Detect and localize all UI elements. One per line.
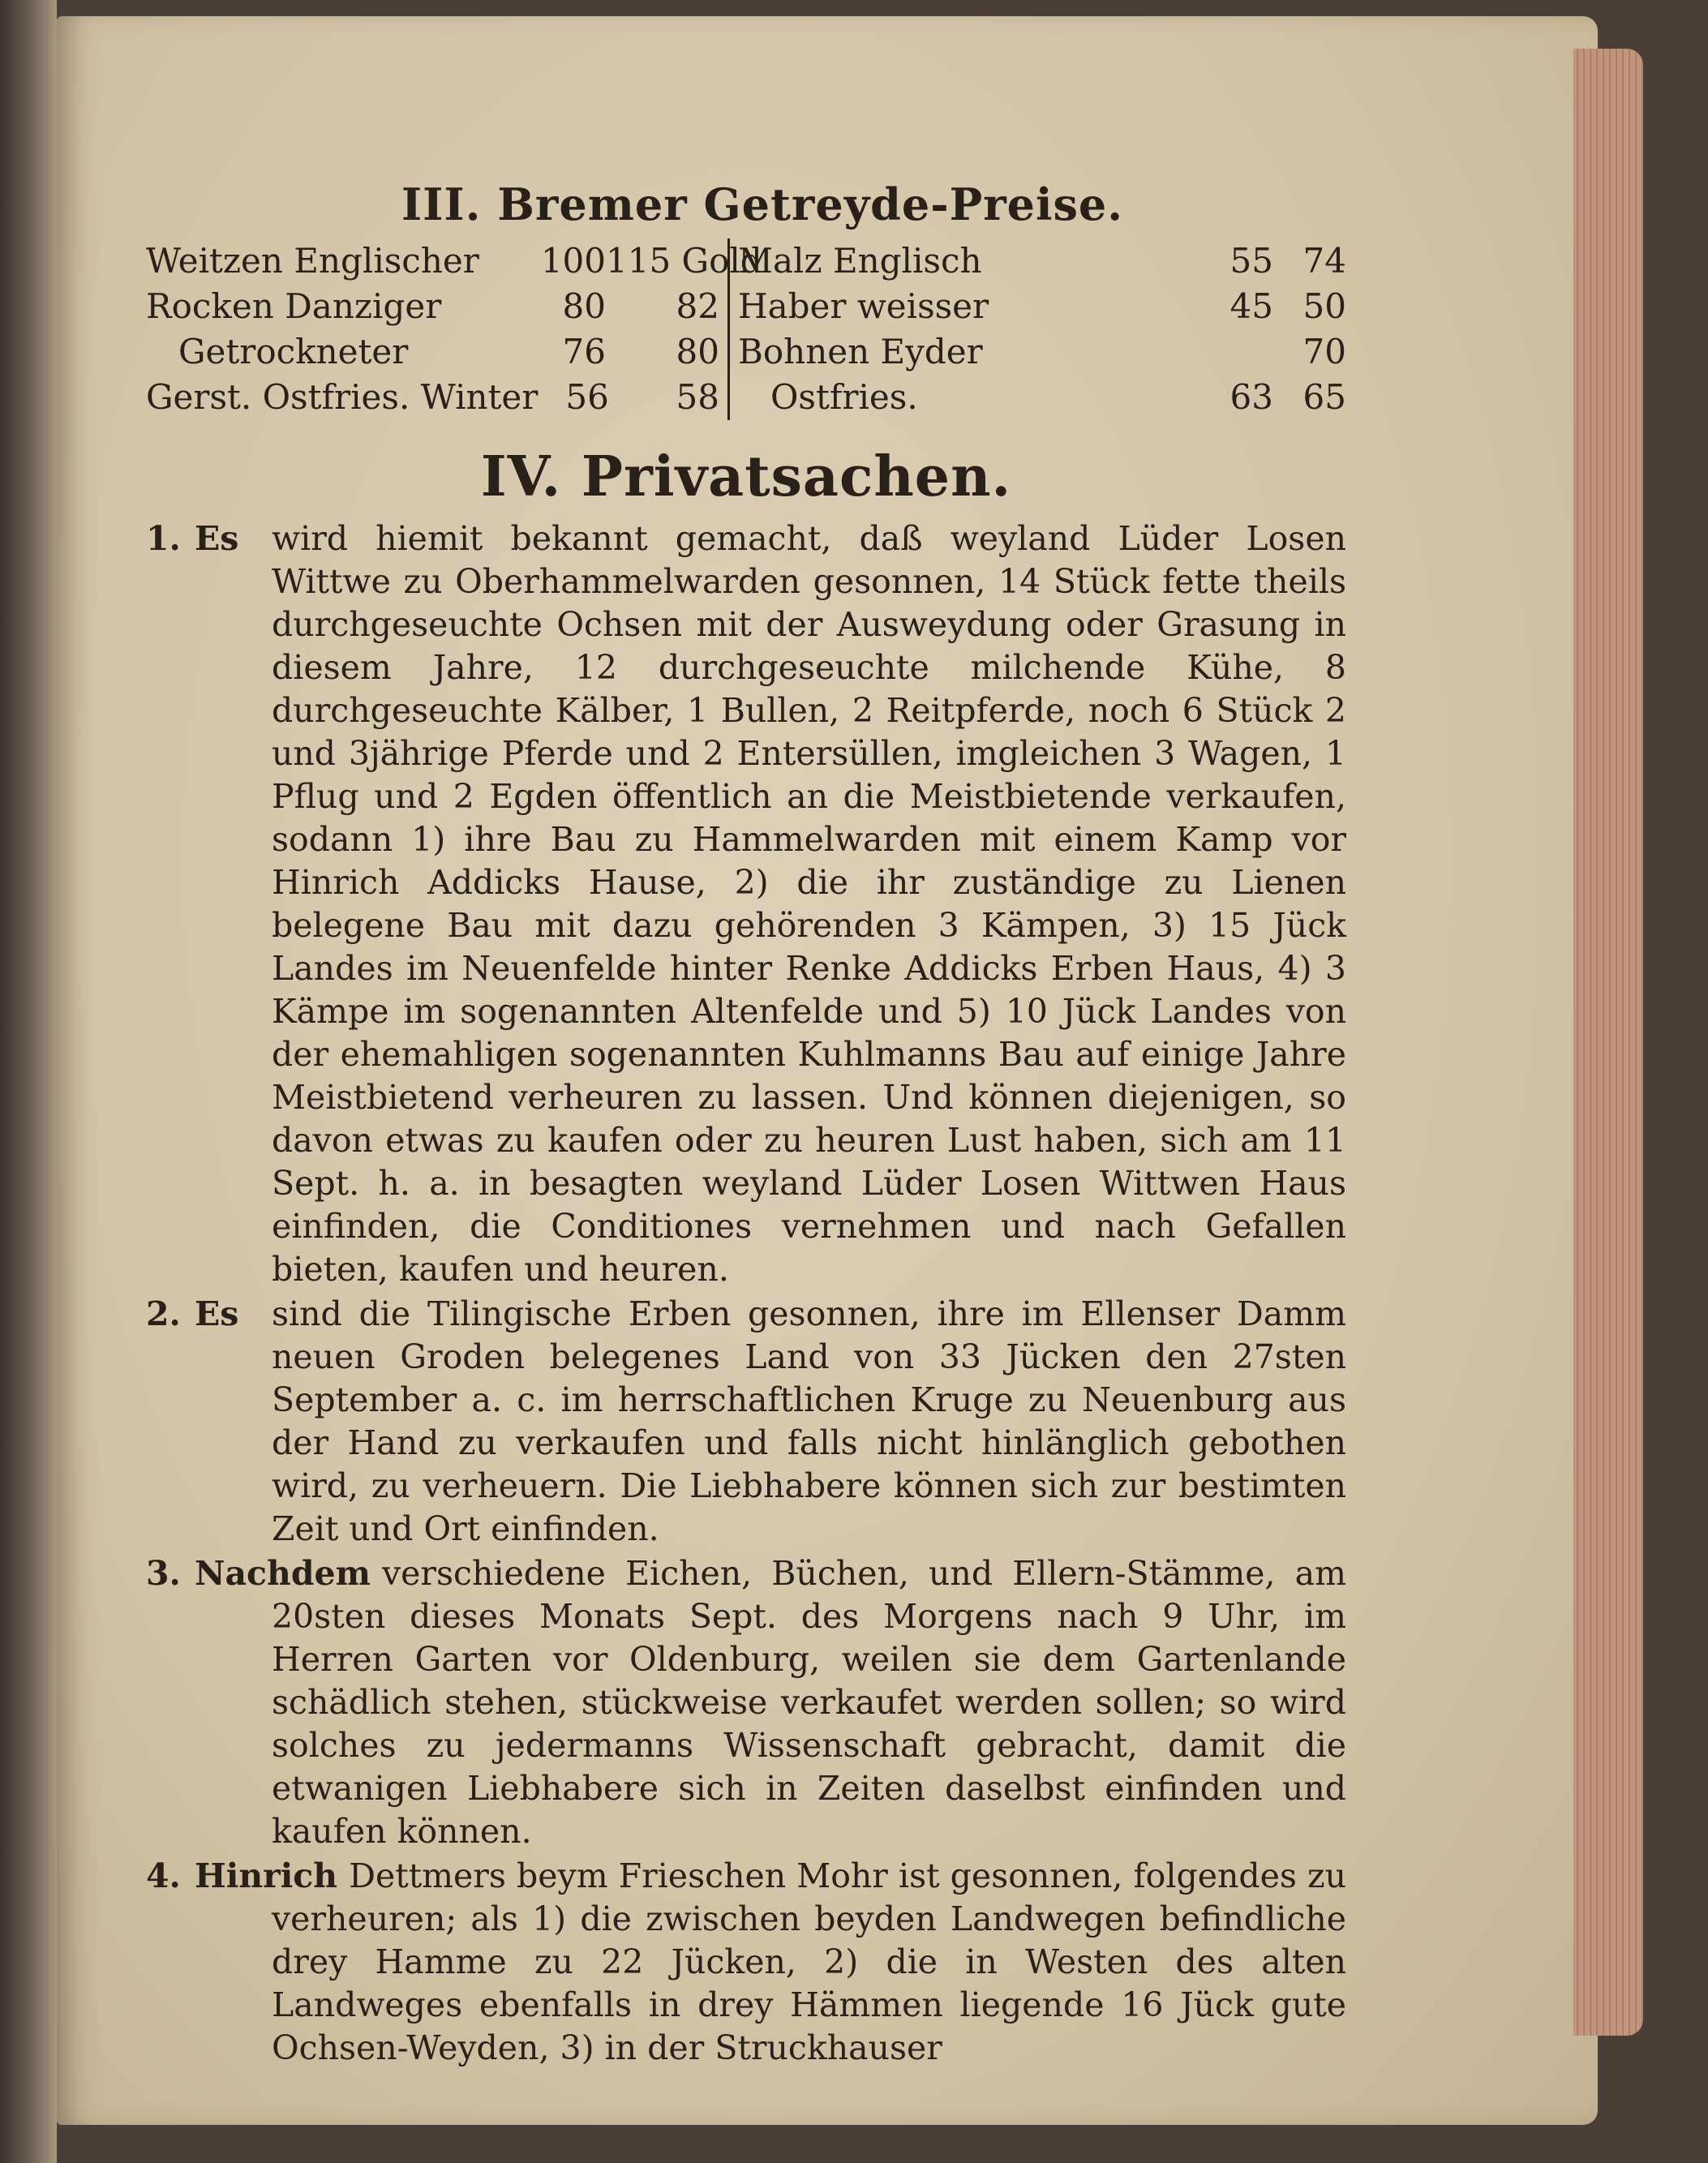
page-content (146, 178, 1346, 2071)
price-low: 56 (565, 377, 609, 417)
notice-text: Dettmers beym Frieschen Mohr ist gesonnen, folgendes zu verheuren; als 1) die zwischen beyden Landwegen befindliche drey Hamme zu 22 Jücken, 2) die in Westen des alten Landweges ebenfalls in drey Hämmen liegende 16 Jück gute Ochsen-Weyden, 3) in der Struckhauser (272, 1856, 1346, 2067)
price-row (146, 375, 1346, 420)
grain-name: Gerst. Ostfries. Winter (146, 377, 539, 417)
grain-name: Ostfries. (770, 377, 918, 417)
notice-number: 1. (146, 519, 181, 558)
price-cell-left (146, 284, 730, 329)
notice-item (146, 1293, 1346, 1551)
section-4-title: IV. Privatsachen. (480, 444, 1012, 509)
price-low (1200, 329, 1273, 375)
notice-item (146, 517, 1346, 1291)
price-row (146, 329, 1346, 375)
price-high: 115 Gold (606, 241, 762, 281)
price-cell-right (730, 284, 1346, 329)
notice-item (146, 1855, 1346, 2070)
price-low: 45 (1230, 286, 1273, 326)
price-row (146, 284, 1346, 329)
price-low: 80 (562, 286, 606, 326)
section-3-title: III. Bremer Getreyde-Preise. (401, 178, 1124, 230)
grain-name: Malz Englisch (738, 241, 982, 281)
price-cell-right (730, 375, 1346, 420)
notice-number: 3. (146, 1554, 181, 1593)
price-high: 82 (676, 286, 719, 326)
price-high: 80 (676, 332, 719, 371)
price-cell-left (146, 238, 762, 284)
price-high: 65 (1302, 377, 1346, 417)
grain-name: Bohnen Eyder (738, 332, 983, 371)
notice-text: wird hiemit bekannt gemacht, daß weyland Lüder Losen Wittwe zu Oberhammelwarden gesonnen, 14 Stück fette theils durchgeseuchte Ochsen mit der Ausweydung oder Grasung in diesem Jahre, 12 durchgeseuchte milchende Kühe, 8 durchgeseuchte Kälber, 1 Bullen, 2 Reitpferde, noch 6 Stück 2 und 3jährige Pferde und 2 Entersüllen, imgleichen 3 Wagen, 1 Pflug und 2 Egden öffentlich an die Meistbietende verkaufen, sodann 1) ihre Bau zu Hammelwarden mit einem Kamp vor Hinrich Addicks Hause, 2) die ihr zuständige zu Lienen belegene Bau mit dazu gehörenden 3 Kämpen, 3) 15 Jück Landes im Neuenfelde hinter Renke Addicks Erben Haus, 4) 3 Kämpe im sogenannten Altenfelde und 5) 10 Jück Landes von der ehemahligen sogenannten Kuhlmanns Bau auf einige Jahre Meistbietend verheuren zu lassen. Und können diejenigen, so davon etwas zu kaufen oder zu heuren Lust haben, sich am 11 Sept. h. a. in besagten weyland Lüder Losen Wittwen Haus einfinden, die Conditiones vernehmen und nach Gefallen bieten, kaufen und heuren. (272, 519, 1346, 1289)
notice-item (146, 1552, 1346, 1853)
notice-lead-word: Es (195, 1294, 239, 1333)
grain-name: Weitzen Englischer (146, 241, 479, 281)
price-low: 76 (562, 332, 606, 371)
notice-number: 2. (146, 1294, 181, 1333)
price-high: 74 (1302, 241, 1346, 281)
notice-list (146, 517, 1346, 2070)
price-row (146, 238, 1346, 284)
price-high: 58 (676, 377, 719, 417)
grain-name: Rocken Danziger (146, 286, 442, 326)
notice-number: 4. (146, 1856, 181, 1895)
price-high: 50 (1302, 286, 1346, 326)
price-low: 63 (1230, 377, 1273, 417)
price-cell-left (146, 375, 730, 420)
notice-lead-word: Hinrich (195, 1856, 338, 1895)
book-spine-shadow (0, 0, 57, 2163)
notice-text: verschiedene Eichen, Büchen, und Ellern-Stämme, am 20sten dieses Monats Sept. des Morgens nach 9 Uhr, im Herren Garten vor Oldenburg, weilen sie dem Gartenlande schädlich stehen, stückweise verkaufet werden sollen; so wird solches zu jedermanns Wissenschaft gebracht, damit die etwanigen Liebhabere sich in Zeiten daselbst einfinden und kaufen können. (272, 1554, 1346, 1851)
grain-price-table (146, 238, 1346, 420)
grain-name: Haber weisser (738, 286, 989, 326)
price-cell-left (146, 329, 730, 375)
price-high: 70 (1302, 332, 1346, 371)
price-cell-right (730, 329, 1346, 375)
price-low: 100 (540, 241, 606, 281)
notice-text: sind die Tilingische Erben gesonnen, ihre im Ellenser Damm neuen Groden belegenes Land von 33 Jücken den 27sten September a. c. im herrschaftlichen Kruge zu Neuenburg aus der Hand zu verkaufen und falls nicht hinlänglich gebothen wird, zu verheuern. Die Liebhabere können sich zur bestimten Zeit und Ort einfinden. (272, 1294, 1346, 1548)
notice-lead-word: Es (195, 519, 239, 558)
grain-name: Getrockneter (178, 332, 409, 371)
price-low: 55 (1230, 241, 1273, 281)
price-cell-right (730, 238, 1346, 284)
page-edges (1573, 49, 1643, 2036)
notice-lead-word: Nachdem (195, 1554, 371, 1593)
